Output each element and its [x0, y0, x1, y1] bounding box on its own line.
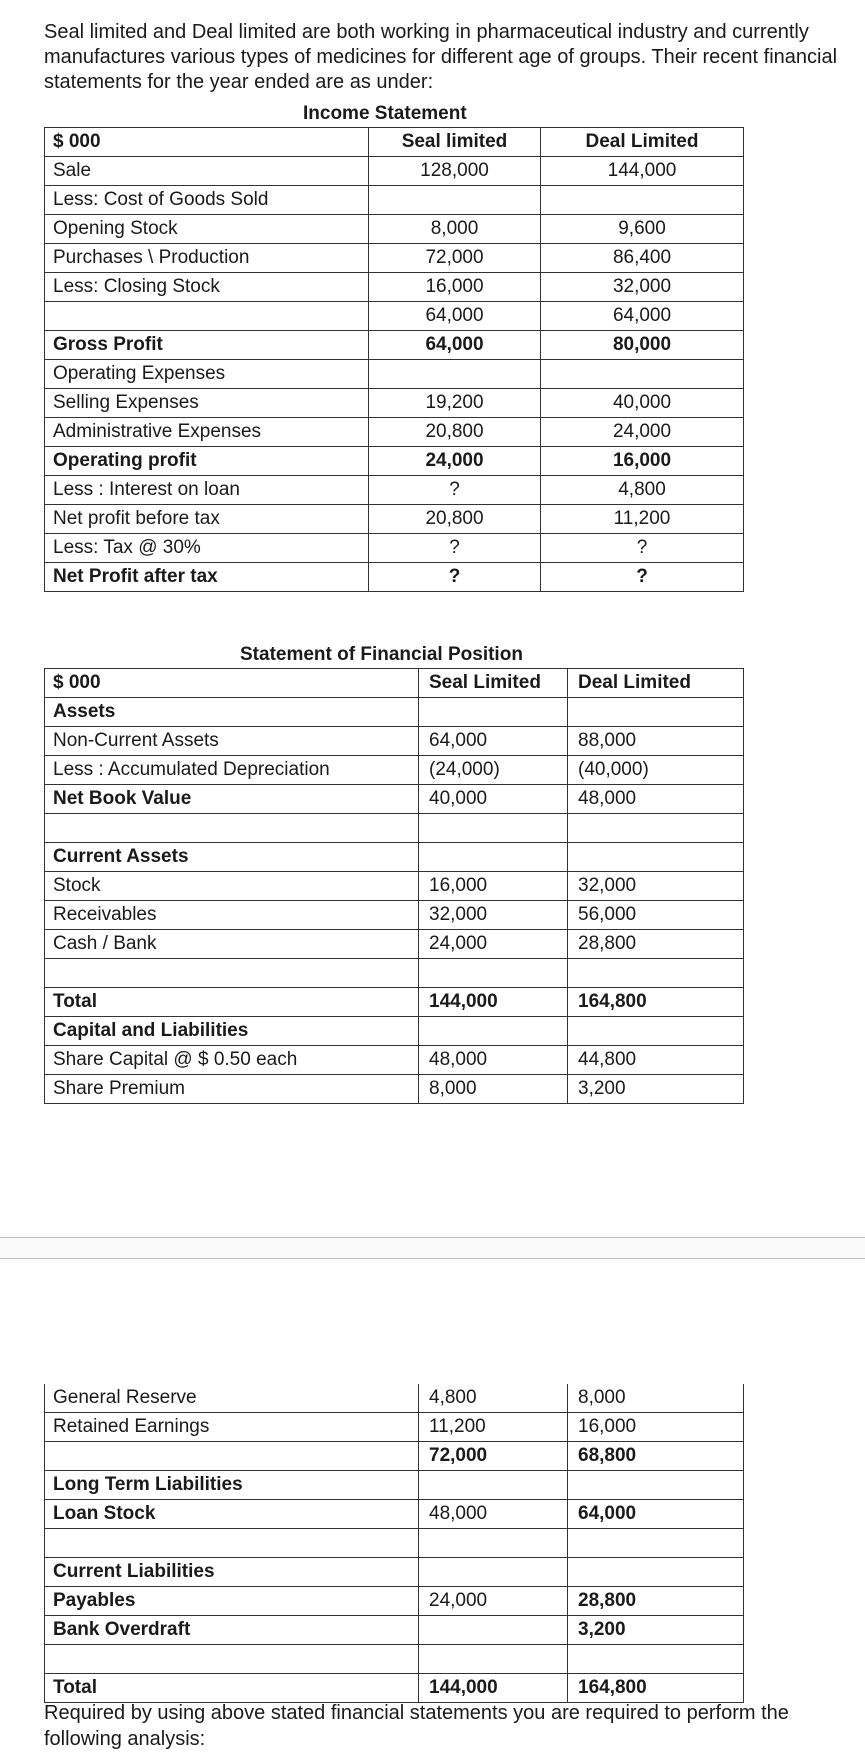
- seal-value: 40,000: [419, 785, 568, 814]
- row-label: [45, 302, 369, 331]
- financial-position-continued-table: [44, 1384, 744, 1703]
- table-row: [45, 563, 744, 592]
- seal-value: ?: [369, 563, 541, 592]
- deal-value: 28,800: [568, 930, 744, 959]
- deal-value: 164,800: [568, 988, 744, 1017]
- deal-value: 68,800: [568, 1442, 744, 1471]
- row-label: Selling Expenses: [45, 389, 369, 418]
- table-row: [45, 785, 744, 814]
- deal-value: 48,000: [568, 785, 744, 814]
- seal-value: [419, 1471, 568, 1500]
- seal-value: 64,000: [369, 302, 541, 331]
- table-row: [45, 698, 744, 727]
- table-row: [45, 186, 744, 215]
- seal-value: 19,200: [369, 389, 541, 418]
- seal-value: 16,000: [419, 872, 568, 901]
- row-label: Assets: [45, 698, 419, 727]
- seal-value: 48,000: [419, 1500, 568, 1529]
- financial-position-table: [44, 668, 744, 1104]
- table-row: [45, 1558, 744, 1587]
- intro-paragraph: Seal limited and Deal limited are both working in pharmaceutical industry and currently manufactures various types of medicines for different age of groups. Their recent financial statements for the year ended are as under:: [44, 21, 838, 93]
- deal-value: ?: [541, 534, 744, 563]
- row-label: Less : Interest on loan: [45, 476, 369, 505]
- seal-value: 144,000: [419, 1674, 568, 1703]
- table-row: [45, 1674, 744, 1703]
- row-label: Share Capital @ $ 0.50 each: [45, 1046, 419, 1075]
- row-label: Receivables: [45, 901, 419, 930]
- deal-value: [568, 1645, 744, 1674]
- table-row: [45, 302, 744, 331]
- table-row: [45, 447, 744, 476]
- row-label: Operating profit: [45, 447, 369, 476]
- table-row: [45, 389, 744, 418]
- row-label: [45, 814, 419, 843]
- table-row: [45, 756, 744, 785]
- row-label: Stock: [45, 872, 419, 901]
- row-label: Payables: [45, 1587, 419, 1616]
- seal-value: [419, 814, 568, 843]
- header-cell: Seal Limited: [419, 669, 568, 698]
- deal-value: 56,000: [568, 901, 744, 930]
- deal-value: [568, 1529, 744, 1558]
- table-row: [45, 1413, 744, 1442]
- table-row: [45, 244, 744, 273]
- seal-value: 24,000: [419, 930, 568, 959]
- row-label: Share Premium: [45, 1075, 419, 1104]
- row-label: Cash / Bank: [45, 930, 419, 959]
- deal-value: [541, 360, 744, 389]
- table-row: [45, 1500, 744, 1529]
- table-row: [45, 1616, 744, 1645]
- row-label: Gross Profit: [45, 331, 369, 360]
- deal-value: [568, 698, 744, 727]
- row-label: [45, 959, 419, 988]
- deal-value: 80,000: [541, 331, 744, 360]
- deal-value: 8,000: [568, 1384, 744, 1413]
- seal-value: 32,000: [419, 901, 568, 930]
- seal-value: ?: [369, 534, 541, 563]
- deal-value: 86,400: [541, 244, 744, 273]
- seal-value: 8,000: [369, 215, 541, 244]
- table-row: [45, 1645, 744, 1674]
- header-cell: Deal Limited: [568, 669, 744, 698]
- deal-value: [541, 186, 744, 215]
- seal-value: 24,000: [369, 447, 541, 476]
- seal-value: 72,000: [369, 244, 541, 273]
- deal-value: 3,200: [568, 1616, 744, 1645]
- deal-value: [568, 1017, 744, 1046]
- header-cell: Deal Limited: [541, 128, 744, 157]
- table-row: [45, 505, 744, 534]
- deal-value: 144,000: [541, 157, 744, 186]
- deal-value: 64,000: [541, 302, 744, 331]
- required-paragraph: Required by using above stated financial statements you are required to perform the following analysis:: [44, 1702, 789, 1750]
- seal-value: 8,000: [419, 1075, 568, 1104]
- seal-value: 11,200: [419, 1413, 568, 1442]
- table-row: [45, 1017, 744, 1046]
- row-label: Opening Stock: [45, 215, 369, 244]
- deal-value: 164,800: [568, 1674, 744, 1703]
- deal-value: ?: [541, 563, 744, 592]
- seal-value: 48,000: [419, 1046, 568, 1075]
- row-label: [45, 1442, 419, 1471]
- row-label: Bank Overdraft: [45, 1616, 419, 1645]
- row-label: Capital and Liabilities: [45, 1017, 419, 1046]
- deal-value: 24,000: [541, 418, 744, 447]
- deal-value: [568, 843, 744, 872]
- row-label: Net Profit after tax: [45, 563, 369, 592]
- table-row: [45, 872, 744, 901]
- deal-value: [568, 1471, 744, 1500]
- income-statement-table: [44, 127, 744, 592]
- seal-value: ?: [369, 476, 541, 505]
- seal-value: [419, 1558, 568, 1587]
- row-label: Net Book Value: [45, 785, 419, 814]
- row-label: Retained Earnings: [45, 1413, 419, 1442]
- financial-position-title: Statement of Financial Position: [240, 644, 523, 665]
- table-row: [45, 1442, 744, 1471]
- row-label: General Reserve: [45, 1384, 419, 1413]
- seal-value: [419, 1645, 568, 1674]
- table-row: [45, 727, 744, 756]
- table-row: [45, 273, 744, 302]
- row-label: Current Liabilities: [45, 1558, 419, 1587]
- table-row: [45, 534, 744, 563]
- deal-value: [568, 814, 744, 843]
- header-cell: $ 000: [45, 128, 369, 157]
- table-row: [45, 418, 744, 447]
- deal-value: 28,800: [568, 1587, 744, 1616]
- seal-value: 128,000: [369, 157, 541, 186]
- seal-value: (24,000): [419, 756, 568, 785]
- deal-value: 3,200: [568, 1075, 744, 1104]
- seal-value: 24,000: [419, 1587, 568, 1616]
- row-label: Administrative Expenses: [45, 418, 369, 447]
- row-label: Loan Stock: [45, 1500, 419, 1529]
- row-label: Total: [45, 988, 419, 1017]
- deal-value: 32,000: [541, 273, 744, 302]
- deal-value: 11,200: [541, 505, 744, 534]
- header-cell: Seal limited: [369, 128, 541, 157]
- deal-value: 9,600: [541, 215, 744, 244]
- row-label: Less: Closing Stock: [45, 273, 369, 302]
- table-header-row: [45, 128, 744, 157]
- deal-value: 4,800: [541, 476, 744, 505]
- deal-value: 44,800: [568, 1046, 744, 1075]
- table-row: [45, 1075, 744, 1104]
- row-label: Sale: [45, 157, 369, 186]
- table-row: [45, 331, 744, 360]
- row-label: Current Assets: [45, 843, 419, 872]
- seal-value: 16,000: [369, 273, 541, 302]
- row-label: Long Term Liabilities: [45, 1471, 419, 1500]
- table-row: [45, 988, 744, 1017]
- table-row: [45, 930, 744, 959]
- row-label: [45, 1529, 419, 1558]
- deal-value: 16,000: [541, 447, 744, 476]
- deal-value: (40,000): [568, 756, 744, 785]
- table-row: [45, 814, 744, 843]
- deal-value: [568, 1558, 744, 1587]
- deal-value: 88,000: [568, 727, 744, 756]
- page-divider: [0, 1237, 865, 1259]
- table-row: [45, 1384, 744, 1413]
- row-label: Less: Tax @ 30%: [45, 534, 369, 563]
- table-row: [45, 157, 744, 186]
- row-label: Purchases \ Production: [45, 244, 369, 273]
- seal-value: [419, 1529, 568, 1558]
- table-row: [45, 959, 744, 988]
- header-cell: $ 000: [45, 669, 419, 698]
- row-label: Non-Current Assets: [45, 727, 419, 756]
- row-label: Operating Expenses: [45, 360, 369, 389]
- table-row: [45, 1529, 744, 1558]
- table-row: [45, 901, 744, 930]
- seal-value: 64,000: [369, 331, 541, 360]
- deal-value: 40,000: [541, 389, 744, 418]
- row-label: Less: Cost of Goods Sold: [45, 186, 369, 215]
- table-row: [45, 1471, 744, 1500]
- seal-value: [419, 1616, 568, 1645]
- table-row: [45, 360, 744, 389]
- row-label: Less : Accumulated Depreciation: [45, 756, 419, 785]
- seal-value: [369, 186, 541, 215]
- row-label: [45, 1645, 419, 1674]
- table-row: [45, 1587, 744, 1616]
- table-row: [45, 1046, 744, 1075]
- seal-value: 144,000: [419, 988, 568, 1017]
- deal-value: 64,000: [568, 1500, 744, 1529]
- seal-value: [419, 1017, 568, 1046]
- table-row: [45, 843, 744, 872]
- deal-value: 16,000: [568, 1413, 744, 1442]
- income-statement-title: Income Statement: [303, 103, 467, 124]
- seal-value: [419, 698, 568, 727]
- row-label: Total: [45, 1674, 419, 1703]
- seal-value: [419, 843, 568, 872]
- seal-value: 4,800: [419, 1384, 568, 1413]
- seal-value: 20,800: [369, 418, 541, 447]
- seal-value: [369, 360, 541, 389]
- deal-value: [568, 959, 744, 988]
- table-header-row: [45, 669, 744, 698]
- table-row: [45, 215, 744, 244]
- deal-value: 32,000: [568, 872, 744, 901]
- seal-value: 64,000: [419, 727, 568, 756]
- seal-value: 72,000: [419, 1442, 568, 1471]
- seal-value: 20,800: [369, 505, 541, 534]
- row-label: Net profit before tax: [45, 505, 369, 534]
- table-row: [45, 476, 744, 505]
- seal-value: [419, 959, 568, 988]
